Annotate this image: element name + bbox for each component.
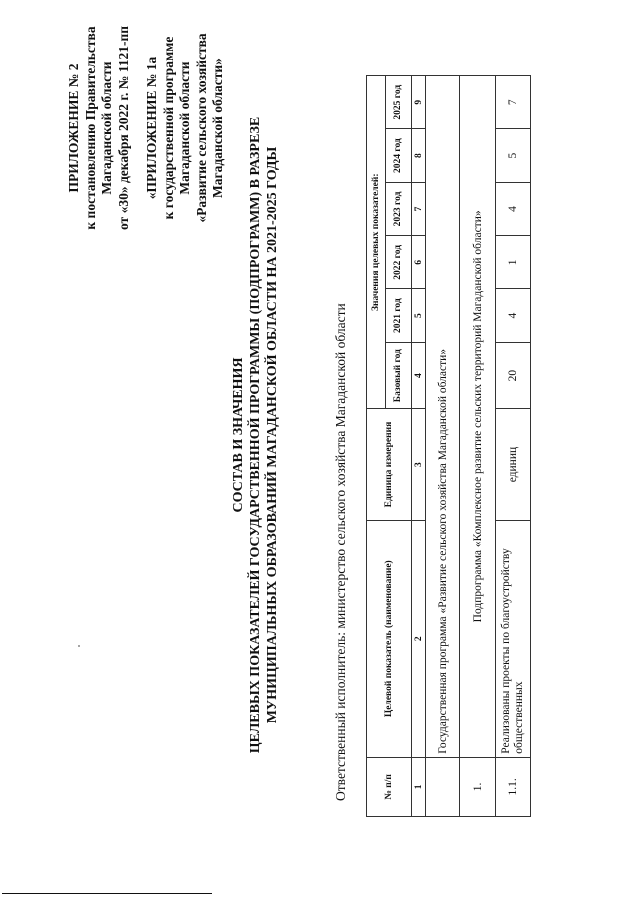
subprogram-row-label: Подпрограмма «Комплексное развитие сельских территорий Магаданской области» (460, 76, 496, 758)
column-number: 8 (412, 129, 426, 182)
header-values-group: Значения целевых показателей: (367, 76, 386, 410)
column-number: 1 (412, 757, 426, 816)
appendix-line: к постановлению Правительства (82, 26, 98, 230)
title-line: СОСТАВ И ЗНАЧЕНИЯ (231, 357, 246, 513)
scan-dot (78, 645, 80, 647)
row-value: 7 (496, 76, 531, 129)
appendix-line: от «30» декабря 2022 г. № 1121-пп (115, 25, 131, 231)
column-number: 3 (412, 409, 426, 520)
row-value: 4 (496, 182, 531, 235)
column-number: 5 (412, 289, 426, 342)
row-value: 5 (496, 129, 531, 182)
subprogram-num: 1. (460, 757, 496, 816)
header-indicator: Целевой показатель (наименование) (367, 520, 412, 757)
column-number: 6 (412, 236, 426, 289)
row-unit: единиц (496, 409, 531, 520)
header-year: 2022 год (386, 236, 412, 289)
appendix-line: Магаданской области (99, 61, 114, 195)
appendix-line: «ПРИЛОЖЕНИЕ № 1а (144, 56, 159, 200)
row-value: 4 (496, 289, 531, 342)
table-row (496, 76, 531, 817)
header-year: Базовый год (386, 342, 412, 409)
header-year: 2021 год (386, 289, 412, 342)
column-number: 4 (412, 342, 426, 409)
column-number: 2 (412, 520, 426, 757)
table-cell-empty (426, 757, 460, 816)
indicators-table (366, 75, 531, 817)
header-year: 2024 год (386, 129, 412, 182)
column-number: 9 (412, 76, 426, 129)
title-line: МУНИЦИПАЛЬНЫХ ОБРАЗОВАНИЙ МАГАДАНСКОЙ ОБЛАСТИ НА 2021-2025 ГОДЫ (265, 146, 280, 724)
appendix-header (66, 13, 227, 243)
spacer (132, 13, 144, 243)
program-row-label: Государственная программа «Развитие сельского хозяйства Магаданской области» (426, 76, 460, 758)
header-year: 2025 год (386, 76, 412, 129)
column-number: 7 (412, 182, 426, 235)
header-num: № п/п (367, 757, 412, 816)
appendix-line: «Развитие сельского хозяйства (193, 33, 209, 223)
row-value: 20 (496, 342, 531, 409)
document-title (230, 115, 281, 755)
responsible-executor: Ответственный исполнитель: министерство сельского хозяйства Магаданской области (333, 303, 348, 801)
title-line: ЦЕЛЕВЫХ ПОКАЗАТЕЛЕЙ ГОСУДАРСТВЕННОЙ ПРОГРАММЫ (ПОДПРОГРАММ) В РАЗРЕЗЕ (248, 116, 263, 754)
row-num: 1.1. (496, 757, 531, 816)
page-footer-rule (2, 893, 212, 894)
row-indicator: Реализованы проекты по благоустройству общественных (496, 520, 531, 757)
row-value: 1 (496, 236, 531, 289)
appendix-line: ПРИЛОЖЕНИЕ № 2 (66, 63, 81, 193)
appendix-line: к государственной программе (160, 36, 176, 220)
appendix-line: Магаданской области (177, 61, 192, 195)
appendix-line: Магаданской области» (210, 58, 225, 198)
header-unit: Единица измерения (367, 409, 412, 520)
header-year: 2023 год (386, 182, 412, 235)
